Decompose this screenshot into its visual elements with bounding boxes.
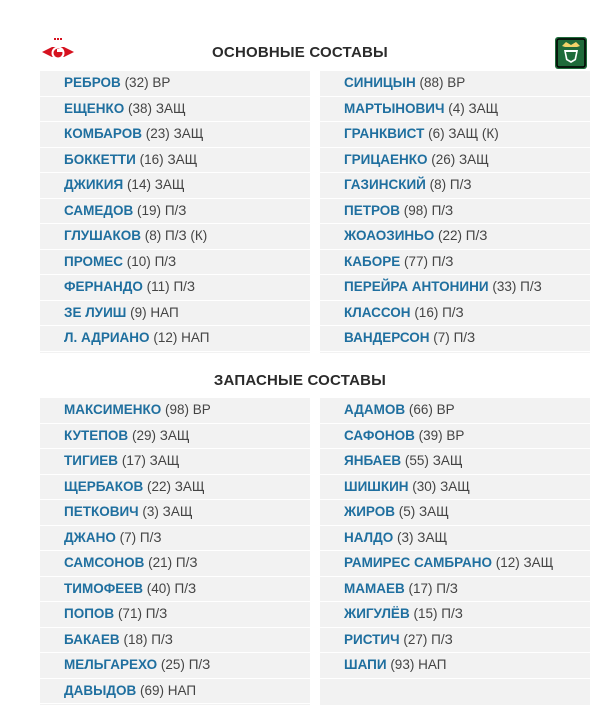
player-row xyxy=(320,398,590,424)
player-row xyxy=(320,602,590,628)
player-row xyxy=(320,71,590,97)
player-row xyxy=(40,224,310,250)
player-number: (33) xyxy=(492,279,517,294)
player-position: П/З xyxy=(449,177,472,192)
player-row xyxy=(320,449,590,475)
player-position: П/З xyxy=(188,657,211,672)
player-name-link[interactable]: КЛАССОН xyxy=(344,304,411,320)
player-name-link[interactable]: ЖИГУЛЁВ xyxy=(344,606,410,621)
player-name-link[interactable]: МАКСИМЕНКО xyxy=(64,402,162,417)
player-name-link[interactable]: Л. АДРИАНО xyxy=(64,330,150,345)
player-position: П/З xyxy=(139,529,162,545)
player-row xyxy=(40,475,310,501)
player-number: (12) xyxy=(153,330,178,345)
player-name-link[interactable]: ЕЩЕНКО xyxy=(64,100,125,116)
player-position: ЗАЩ xyxy=(154,177,185,192)
player-name-link[interactable]: САФОНОВ xyxy=(344,427,415,443)
player-row xyxy=(320,122,590,148)
player-name-link[interactable]: САМСОНОВ xyxy=(64,555,145,570)
player-row xyxy=(320,97,590,123)
player-name-link[interactable]: ШАПИ xyxy=(344,657,387,672)
player-number: (55) xyxy=(404,453,429,468)
player-number: (15) xyxy=(413,606,438,621)
player-number: (7) xyxy=(119,529,137,545)
player-position: П/З xyxy=(154,253,177,269)
player-row xyxy=(40,653,310,679)
player-name-link[interactable]: ДАВЫДОВ xyxy=(64,682,137,698)
player-position: ЗАЩ xyxy=(159,427,190,443)
player-number: (17) xyxy=(121,453,146,468)
player-number: (71) xyxy=(117,606,142,621)
player-number: (5) xyxy=(398,504,416,519)
player-name-link[interactable]: ФЕРНАНДО xyxy=(64,279,143,294)
player-number: (12) xyxy=(495,555,520,570)
player-name-link[interactable]: КОМБАРОВ xyxy=(64,126,143,141)
player-position: ЗАЩ xyxy=(419,504,449,519)
player-row xyxy=(320,500,590,526)
player-number: (66) xyxy=(408,402,433,417)
player-number: (88) xyxy=(419,75,444,90)
player-position: ВР xyxy=(152,75,171,90)
player-name-link[interactable]: СИНИЦЫН xyxy=(344,75,416,90)
player-name-link[interactable]: ДЖИКИЯ xyxy=(64,177,124,192)
player-name-link[interactable]: ПЕТРОВ xyxy=(344,202,401,218)
player-row xyxy=(320,577,590,603)
home-substitutes xyxy=(40,398,310,705)
player-name-link[interactable]: КУТЕПОВ xyxy=(64,427,129,443)
player-position: ВР xyxy=(446,427,465,443)
player-row xyxy=(40,199,310,225)
player-name-link[interactable]: ГАЗИНСКИЙ xyxy=(344,177,426,192)
player-name-link[interactable]: ЗЕ ЛУИШ xyxy=(64,304,127,320)
player-name-link[interactable]: ПЕРЕЙРА АНТОНИНИ xyxy=(344,279,489,294)
player-name-link[interactable]: ЖИРОВ xyxy=(344,504,395,519)
player-row xyxy=(320,250,590,276)
player-position: ЗАЩ (К) xyxy=(448,126,499,141)
player-position: ЗАЩ xyxy=(468,100,499,116)
player-position: НАП xyxy=(167,682,197,698)
player-row xyxy=(320,628,590,654)
player-name-link[interactable]: ЖОАОЗИНЬО xyxy=(344,228,435,243)
player-position: П/З xyxy=(145,606,168,621)
player-number: (77) xyxy=(403,253,428,269)
player-name-link[interactable]: РАМИРЕС САМБРАНО xyxy=(344,555,492,570)
player-position: ЗАЩ xyxy=(432,453,463,468)
player-row xyxy=(320,275,590,301)
player-number: (21) xyxy=(148,555,173,570)
player-number: (98) xyxy=(165,402,190,417)
player-number: (98) xyxy=(403,202,428,218)
player-row xyxy=(320,551,590,577)
player-row xyxy=(40,398,310,424)
player-row xyxy=(320,526,590,552)
player-row xyxy=(40,424,310,450)
player-row xyxy=(320,148,590,174)
away-main-lineup xyxy=(320,71,590,353)
substitutes-title: ЗАПАСНЫЕ СОСТАВЫ xyxy=(213,372,387,389)
player-row xyxy=(40,577,310,603)
player-position: П/З (К) xyxy=(165,228,208,243)
player-row xyxy=(40,526,310,552)
player-number: (26) xyxy=(431,151,456,167)
player-number: (40) xyxy=(146,580,171,596)
player-row xyxy=(320,224,590,250)
player-position: ЗАЩ xyxy=(440,478,470,494)
player-row xyxy=(40,449,310,475)
player-row xyxy=(320,199,590,225)
player-name-link[interactable]: НАЛДО xyxy=(344,529,394,545)
player-position: П/З xyxy=(436,580,458,596)
player-row xyxy=(40,250,310,276)
player-number: (19) xyxy=(137,202,162,218)
player-number: (8) xyxy=(144,228,162,243)
player-name-link[interactable]: ТИМОФЕЕВ xyxy=(64,580,143,596)
player-name-link[interactable]: АДАМОВ xyxy=(344,402,406,417)
player-position: ЗАЩ xyxy=(155,100,186,116)
player-position: П/З xyxy=(442,304,464,320)
player-name-link[interactable]: МАМАЕВ xyxy=(344,580,405,596)
player-name-link[interactable]: САМЕДОВ xyxy=(64,202,134,218)
player-position: П/З xyxy=(431,631,453,647)
player-name-link[interactable]: МАРТЫНОВИЧ xyxy=(344,100,445,116)
player-number: (6) xyxy=(428,126,445,141)
player-number: (3) xyxy=(397,529,414,545)
player-position: П/З xyxy=(520,279,542,294)
player-position: ВР xyxy=(192,402,211,417)
player-number: (9) xyxy=(130,304,147,320)
player-row xyxy=(40,148,310,174)
player-number: (4) xyxy=(448,100,465,116)
player-position: П/З xyxy=(174,580,197,596)
player-row xyxy=(40,173,310,199)
player-position: ЗАЩ xyxy=(523,555,554,570)
player-number: (25) xyxy=(160,657,185,672)
player-number: (38) xyxy=(128,100,153,116)
player-number: (39) xyxy=(418,427,443,443)
player-row xyxy=(320,326,590,352)
player-row xyxy=(40,71,310,97)
player-row xyxy=(40,97,310,123)
player-number: (22) xyxy=(146,478,171,494)
player-name-link[interactable]: ТИГИЕВ xyxy=(64,453,119,468)
player-name-link[interactable]: ШИШКИН xyxy=(344,478,409,494)
player-name-link[interactable]: ГРИЦАЕНКО xyxy=(344,151,428,167)
player-row xyxy=(320,475,590,501)
player-name-link[interactable]: РИСТИЧ xyxy=(344,631,400,647)
player-position: ЗАЩ xyxy=(167,151,198,167)
player-row xyxy=(320,173,590,199)
player-row xyxy=(40,275,310,301)
player-name-link[interactable]: МЕЛЬГАРЕХО xyxy=(64,657,158,672)
player-name-link[interactable]: РЕБРОВ xyxy=(64,75,121,90)
player-name-link[interactable]: ВАНДЕРСОН xyxy=(344,330,430,345)
player-number: (93) xyxy=(390,657,415,672)
player-position: ЗАЩ xyxy=(174,478,205,494)
player-number: (3) xyxy=(142,504,159,519)
krasnodar-logo-icon xyxy=(554,36,588,70)
player-position: ВР xyxy=(447,75,466,90)
player-number: (23) xyxy=(145,126,170,141)
player-position: П/З xyxy=(453,330,476,345)
player-position: ЗАЩ xyxy=(459,151,489,167)
player-position: П/З xyxy=(465,228,488,243)
player-name-link[interactable]: ГЛУШАКОВ xyxy=(64,228,141,243)
player-position: П/З xyxy=(431,253,454,269)
player-row xyxy=(40,602,310,628)
player-number: (32) xyxy=(124,75,149,90)
player-number: (11) xyxy=(146,279,170,294)
player-position: НАП xyxy=(418,657,447,672)
player-position: ЗАЩ xyxy=(173,126,204,141)
player-name-link[interactable]: БАКАЕВ xyxy=(64,631,120,647)
player-number: (22) xyxy=(437,228,462,243)
player-name-link[interactable]: ПРОМЕС xyxy=(64,253,124,269)
player-name-link[interactable]: ГРАНКВИСТ xyxy=(344,126,425,141)
player-position: НАП xyxy=(181,330,210,345)
player-name-link[interactable]: ЩЕРБАКОВ xyxy=(64,478,144,494)
home-main-lineup xyxy=(40,71,310,353)
player-number: (8) xyxy=(429,177,447,192)
player-number: (17) xyxy=(408,580,433,596)
player-row xyxy=(40,500,310,526)
player-position: ЗАЩ xyxy=(162,504,193,519)
player-number: (16) xyxy=(414,304,439,320)
player-name-link[interactable]: ЯНБАЕВ xyxy=(344,453,402,468)
player-position: П/З xyxy=(431,202,454,218)
player-number: (27) xyxy=(403,631,428,647)
away-substitutes xyxy=(320,398,590,705)
player-position: П/З xyxy=(175,555,198,570)
player-name-link[interactable]: КАБОРЕ xyxy=(344,253,401,269)
player-row xyxy=(320,301,590,327)
player-number: (18) xyxy=(123,631,148,647)
player-row xyxy=(320,424,590,450)
player-row xyxy=(40,301,310,327)
player-row xyxy=(40,628,310,654)
player-position: НАП xyxy=(150,304,179,320)
main-lineups-title: ОСНОВНЫЕ СОСТАВЫ xyxy=(212,44,388,61)
player-position: ЗАЩ xyxy=(149,453,180,468)
player-number: (14) xyxy=(126,177,151,192)
player-number: (30) xyxy=(412,478,437,494)
player-position: ВР xyxy=(436,402,455,417)
player-row xyxy=(40,679,310,705)
player-number: (16) xyxy=(139,151,164,167)
player-number: (29) xyxy=(131,427,156,443)
player-row xyxy=(320,653,590,679)
player-name-link[interactable]: ПОПОВ xyxy=(64,606,115,621)
player-row xyxy=(40,551,310,577)
player-name-link[interactable]: ДЖАНО xyxy=(64,529,116,545)
player-position: ЗАЩ xyxy=(417,529,448,545)
player-name-link[interactable]: ПЕТКОВИЧ xyxy=(64,504,139,519)
player-number: (7) xyxy=(433,330,450,345)
player-position: П/З xyxy=(151,631,173,647)
player-name-link[interactable]: БОККЕТТИ xyxy=(64,151,136,167)
player-position: П/З xyxy=(164,202,187,218)
player-row xyxy=(40,122,310,148)
player-number: (10) xyxy=(126,253,151,269)
player-position: П/З xyxy=(441,606,463,621)
player-number: (69) xyxy=(139,682,164,698)
player-position: П/З xyxy=(173,279,196,294)
player-row xyxy=(40,326,310,352)
